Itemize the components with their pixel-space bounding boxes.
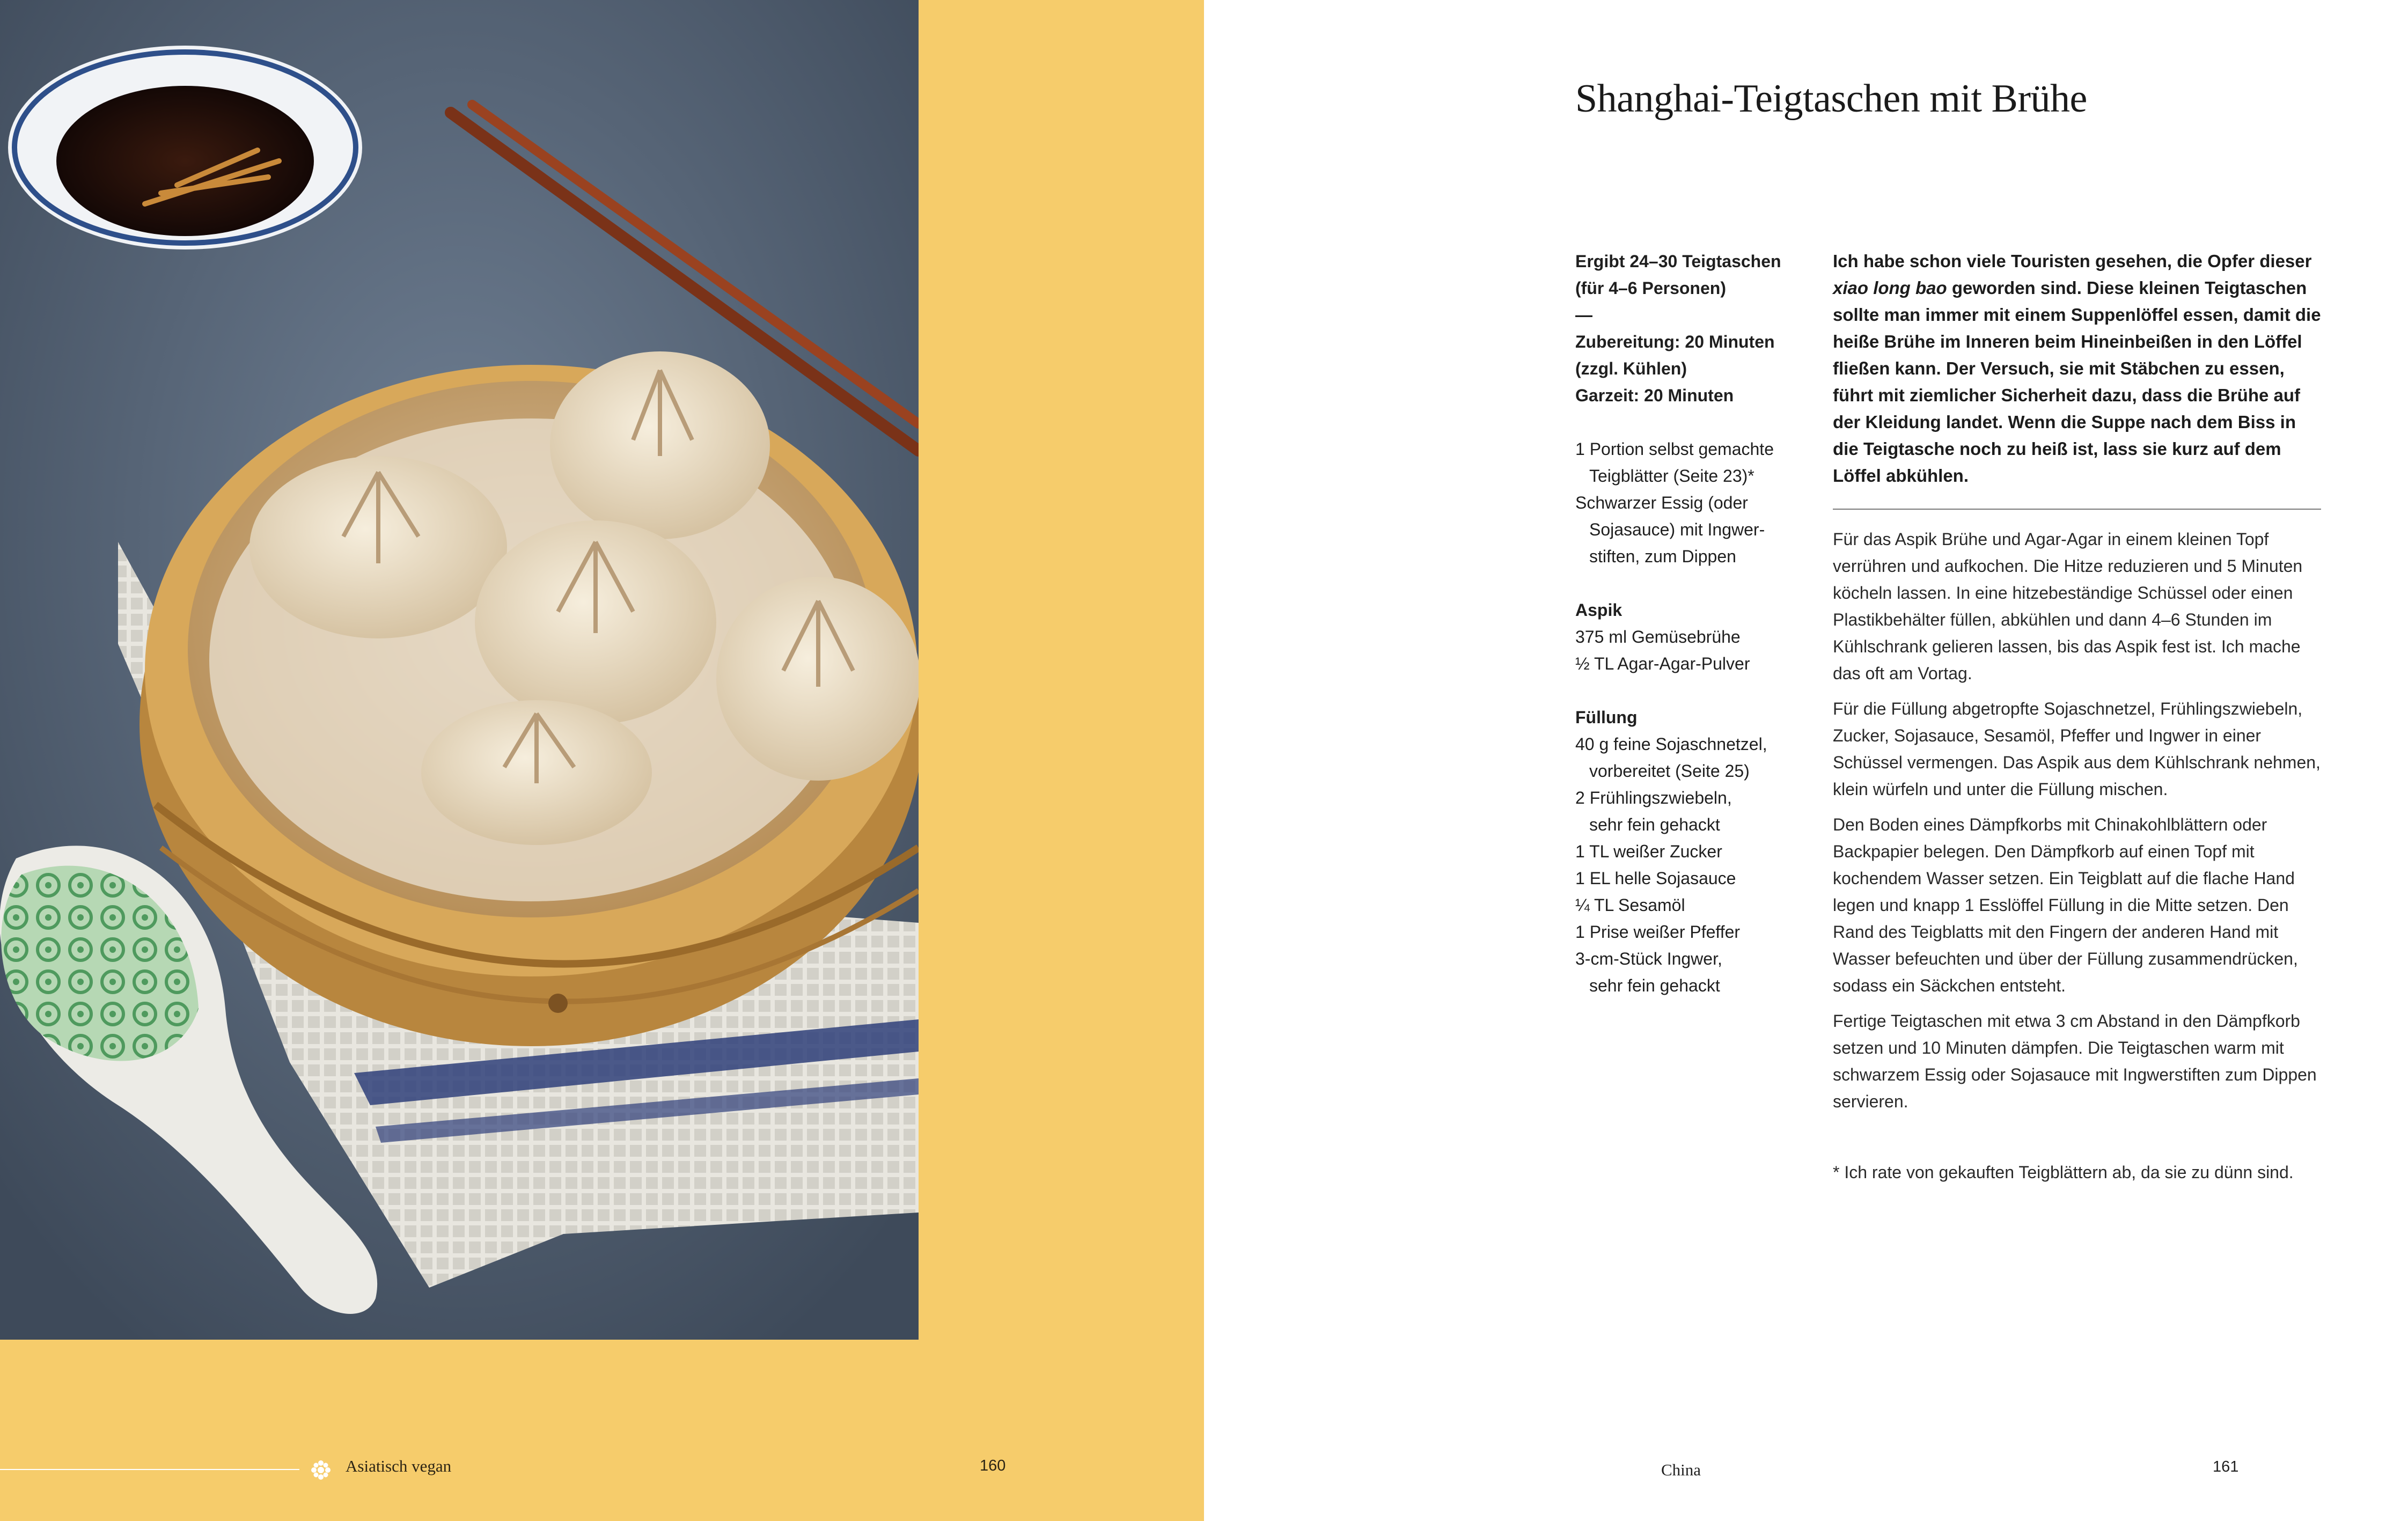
ingredient-line: 1 Prise weißer Pfeffer <box>1575 922 1741 942</box>
recipe-method <box>1833 526 2321 1123</box>
method-step: Für die Füllung abgetropfte Sojaschnetzel, Frühlingszwiebeln, Zucker, Sojasauce, Sesamöl, Pfeffer und Ingwer in einer Schüssel vermengen. Das Aspik aus dem Kühlschrank nehmen, klein würfeln und unter die Füllung mischen. <box>1833 699 2321 799</box>
method-step: Fertige Teigtaschen mit etwa 3 cm Abstand in den Dämpfkorb setzen und 10 Minuten dämpfen. Die Teigtaschen warm mit schwarzem Essig oder Sojasauce mit Ingwerstiften zum Dippen servieren. <box>1833 1011 2317 1111</box>
ingredient-cont: sehr fein gehackt <box>1589 815 1720 834</box>
running-footer-chapter: China <box>1661 1460 1701 1479</box>
ingredient-line: Schwarzer Essig (oder <box>1575 493 1748 512</box>
intro-after: geworden sind. Diese kleinen Teigtaschen sollte man immer mit einem Suppenlöffel essen, damit die heiße Brühe im Inneren beim Hineinbeißen in den Löffel fließen kann. Der Versuch, sie mit Stäbchen zu essen, führt mit ziemlicher Sicherheit dazu, dass die Brühe auf der Kleidung landet. Wenn die Suppe nach dem Biss in die Teigtasche noch zu heiß ist, lass sie kurz auf dem Löffel abkühlen. <box>1833 278 2321 486</box>
footnote: * Ich rate von gekauften Teigblättern ab, da sie zu dünn sind. <box>1833 1163 2294 1182</box>
ingredient-cont: Teigblätter (Seite 23)* <box>1589 466 1754 486</box>
dumpling-photo <box>0 0 919 1340</box>
ingredient-line: 3-cm-Stück Ingwer, <box>1575 949 1722 968</box>
recipe-meta-and-ingredients <box>1575 248 1817 999</box>
servings: (für 4–6 Personen) <box>1575 278 1726 298</box>
ingredient-line: 1 TL weißer Zucker <box>1575 842 1722 861</box>
ingredient-line: 375 ml Gemüsebrühe <box>1575 627 1741 646</box>
page-number-right: 161 <box>2213 1458 2239 1475</box>
ingredient-cont: Sojasauce) mit Ingwer- <box>1589 520 1765 539</box>
ingredient-line: ¼ TL Sesamöl <box>1575 895 1685 915</box>
recipe-title: Shanghai-Teigtaschen mit Brühe <box>1575 77 2087 121</box>
recipe-intro <box>1833 248 2321 489</box>
fuellung-heading: Füllung <box>1575 708 1638 727</box>
method-step: Für das Aspik Brühe und Agar-Agar in einem kleinen Topf verrühren und aufkochen. Die Hitze reduzieren und 5 Minuten köcheln lassen. In eine hitzebeständige Schüssel oder einen Plastikbehälter füllen, abkühlen und dann 4–6 Stunden im Kühlschrank gelieren lassen, bis das Aspik fest ist. Ich mache das oft am Vortag. <box>1833 530 2303 683</box>
ingredient-line: 40 g feine Sojaschnetzel, <box>1575 734 1767 754</box>
ingredient-line: 2 Frühlingszwiebeln, <box>1575 788 1732 807</box>
aspik-heading: Aspik <box>1575 600 1623 620</box>
soy-sauce-bowl <box>8 46 362 249</box>
ingredient-line: ½ TL Agar-Agar-Pulver <box>1575 654 1750 673</box>
ingredient-cont: stiften, zum Dippen <box>1589 547 1736 566</box>
ingredient-cont: sehr fein gehackt <box>1589 976 1720 995</box>
yield: Ergibt 24–30 Teigtaschen <box>1575 252 1781 271</box>
meta-dash: — <box>1575 305 1592 325</box>
page-number-left: 160 <box>980 1457 1006 1474</box>
dumpling-photo-illustration <box>0 0 919 1340</box>
ingredient-line: 1 Portion selbst gemachte <box>1575 439 1774 459</box>
cook-time: Garzeit: 20 Minuten <box>1575 386 1734 405</box>
prep-note: (zzgl. Kühlen) <box>1575 359 1687 378</box>
method-step: Den Boden eines Dämpfkorbs mit Chinakohlblättern oder Backpapier belegen. Den Dämpfkorb auf einen Topf mit kochendem Wasser setzen. Ein Teigblatt auf die flache Hand legen und knapp 1 Esslöffel Füllung in die Mitte setzen. Den Rand des Teigblatts mit den Fingern der anderen Hand mit Wasser befeuchten und über der Füllung zusammendrücken, sodass ein Säckchen entsteht. <box>1833 815 2298 995</box>
intro-before: Ich habe schon viele Touristen gesehen, die Opfer dieser <box>1833 251 2312 271</box>
flower-icon <box>310 1459 332 1481</box>
prep-time: Zubereitung: 20 Minuten <box>1575 332 1775 351</box>
ingredient-cont: vorbereitet (Seite 25) <box>1589 761 1750 781</box>
footer-rule <box>0 1469 299 1470</box>
section-divider <box>1833 509 2321 510</box>
running-footer-section: Asiatisch vegan <box>346 1457 452 1475</box>
ingredient-line: 1 EL helle Sojasauce <box>1575 869 1736 888</box>
intro-italic: xiao long bao <box>1833 278 1947 298</box>
